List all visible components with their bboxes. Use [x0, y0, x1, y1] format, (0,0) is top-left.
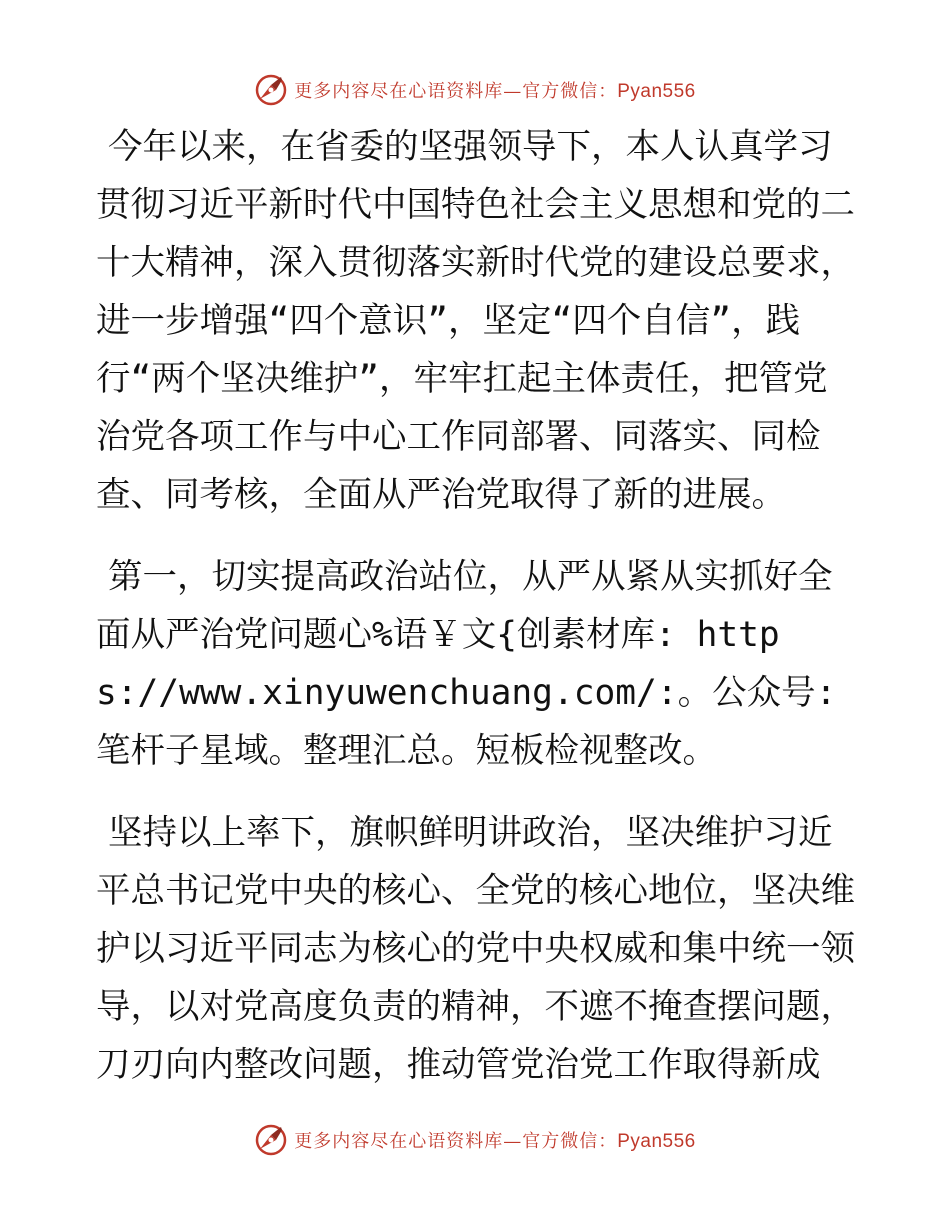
- banner-main-text: 更多内容尽在心语资料库: [294, 1131, 504, 1152]
- banner-main-text: 更多内容尽在心语资料库: [294, 81, 504, 102]
- paragraph-2: 第一，切实提高政治站位，从严从紧从实抓好全面从严治党问题心%语￥文{创素材库: https://www.xinyuwenchuang.com/:。公众号: 笔杆子星域。整理汇总。短板检视整改。: [96, 557, 837, 771]
- brand-logo-icon: [254, 73, 288, 107]
- banner-handle: Pyan556: [617, 1131, 696, 1152]
- brand-logo-icon: [254, 1123, 288, 1157]
- footer-watermark-banner: [0, 1120, 950, 1160]
- document-body: [96, 118, 856, 1118]
- banner-text: [294, 77, 696, 103]
- banner-official-label: 官方微信：: [522, 81, 618, 102]
- paragraph-1: 今年以来，在省委的坚强领导下，本人认真学习贯彻习近平新时代中国特色社会主义思想和党的二十大精神，深入贯彻落实新时代党的建设总要求，进一步增强“四个意识”，坚定“四个自信”，践行“两个坚决维护”，牢牢扛起主体责任，把管党治党各项工作与中心工作同部署、同落实、同检查、同考核，全面从严治党取得了新的进展。: [96, 127, 855, 515]
- banner-official-label: 官方微信：: [522, 1131, 618, 1152]
- banner-separator: —: [503, 81, 523, 102]
- header-watermark-banner: [0, 70, 950, 110]
- banner-text: [294, 1127, 696, 1153]
- paragraph-3: 坚持以上率下，旗帜鲜明讲政治，坚决维护习近平总书记党中央的核心、全党的核心地位，坚决维护以习近平同志为核心的党中央权威和集中统一领导，以对党高度负责的精神，不遮不掩查摆问题，刀刃向内整改问题，推动管党治党工作取得新成: [96, 813, 855, 1085]
- banner-separator: —: [503, 1131, 523, 1152]
- banner-handle: Pyan556: [617, 81, 696, 102]
